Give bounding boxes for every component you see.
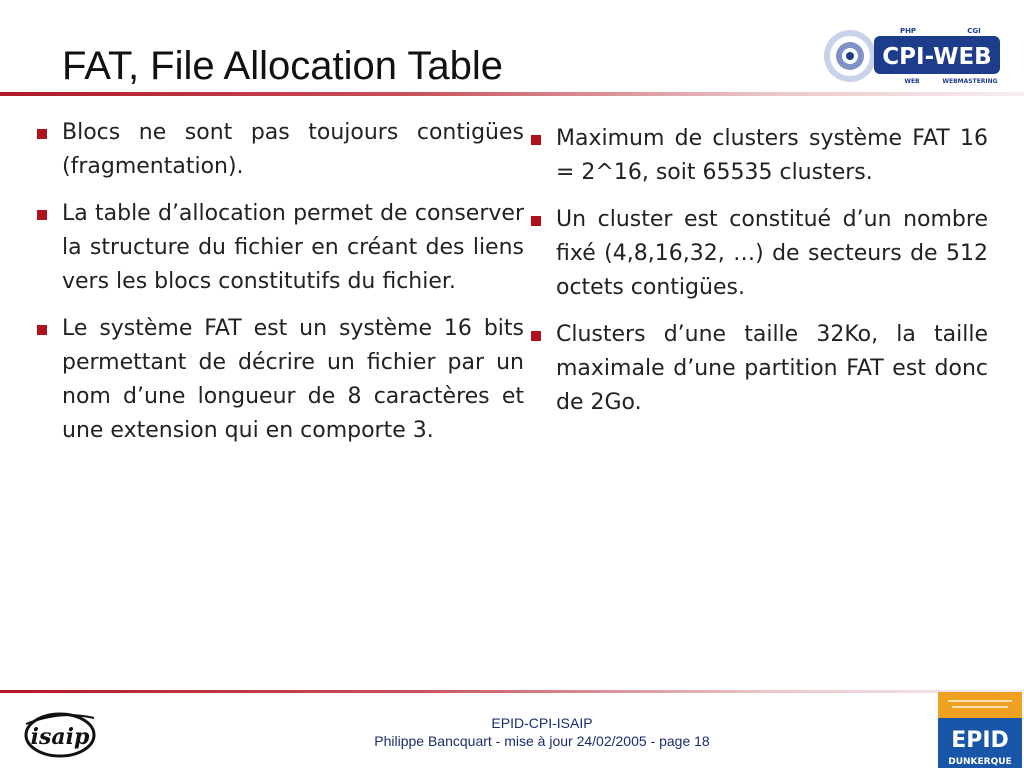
svg-text:CGI: CGI <box>967 27 981 35</box>
svg-text:WEBMASTERING: WEBMASTERING <box>942 78 998 85</box>
isaip-logo <box>20 706 102 762</box>
bullet-text: Maximum de clusters système FAT 16 = 2^16, soit 65535 clusters. <box>556 126 988 185</box>
epid-logo-text: EPID <box>951 728 1009 753</box>
square-bullet-icon <box>37 129 47 139</box>
cpi-web-logo-text: CPI-WEB <box>882 44 992 70</box>
svg-text:WEB: WEB <box>904 78 920 85</box>
bullet-item <box>36 197 524 299</box>
footer-org: EPID-CPI-ISAIP <box>491 715 593 731</box>
bullet-item <box>530 318 988 420</box>
epid-logo <box>938 692 1022 768</box>
slide-title: FAT, File Allocation Table <box>62 44 503 88</box>
isaip-logo-text: isaip <box>30 724 90 750</box>
footer-divider <box>0 690 1024 693</box>
cpi-web-logo <box>818 22 1002 88</box>
title-divider <box>0 92 1024 96</box>
bullet-item <box>36 312 524 448</box>
bullet-item <box>530 122 988 190</box>
bullet-text: Clusters d’une taille 32Ko, la taille maximale d’une partition FAT est donc de 2Go. <box>556 322 988 415</box>
epid-logo-subtext: DUNKERQUE <box>948 757 1012 767</box>
footer <box>300 714 784 750</box>
square-bullet-icon <box>531 331 541 341</box>
footer-author-date-page: Philippe Bancquart - mise à jour 24/02/2005 - page 18 <box>374 733 710 749</box>
bullet-item <box>530 203 988 305</box>
square-bullet-icon <box>531 135 541 145</box>
right-column <box>530 122 988 433</box>
square-bullet-icon <box>531 216 541 226</box>
bullet-text: Blocs ne sont pas toujours contigües (fragmentation). <box>62 120 524 179</box>
bullet-text: Un cluster est constitué d’un nombre fixé (4,8,16,32, …) de secteurs de 512 octets contigües. <box>556 207 988 300</box>
bullet-text: La table d’allocation permet de conserver la structure du fichier en créant des liens vers les blocs constitutifs du fichier. <box>62 201 524 294</box>
left-column <box>36 116 524 461</box>
left-bullet-list <box>36 116 524 448</box>
svg-text:PHP: PHP <box>899 27 917 35</box>
right-bullet-list <box>530 122 988 420</box>
bullet-item <box>36 116 524 184</box>
square-bullet-icon <box>37 210 47 220</box>
square-bullet-icon <box>37 325 47 335</box>
bullet-text: Le système FAT est un système 16 bits permettant de décrire un fichier par un nom d’une longueur de 8 caractères et une extension qui en comporte 3. <box>62 316 524 443</box>
